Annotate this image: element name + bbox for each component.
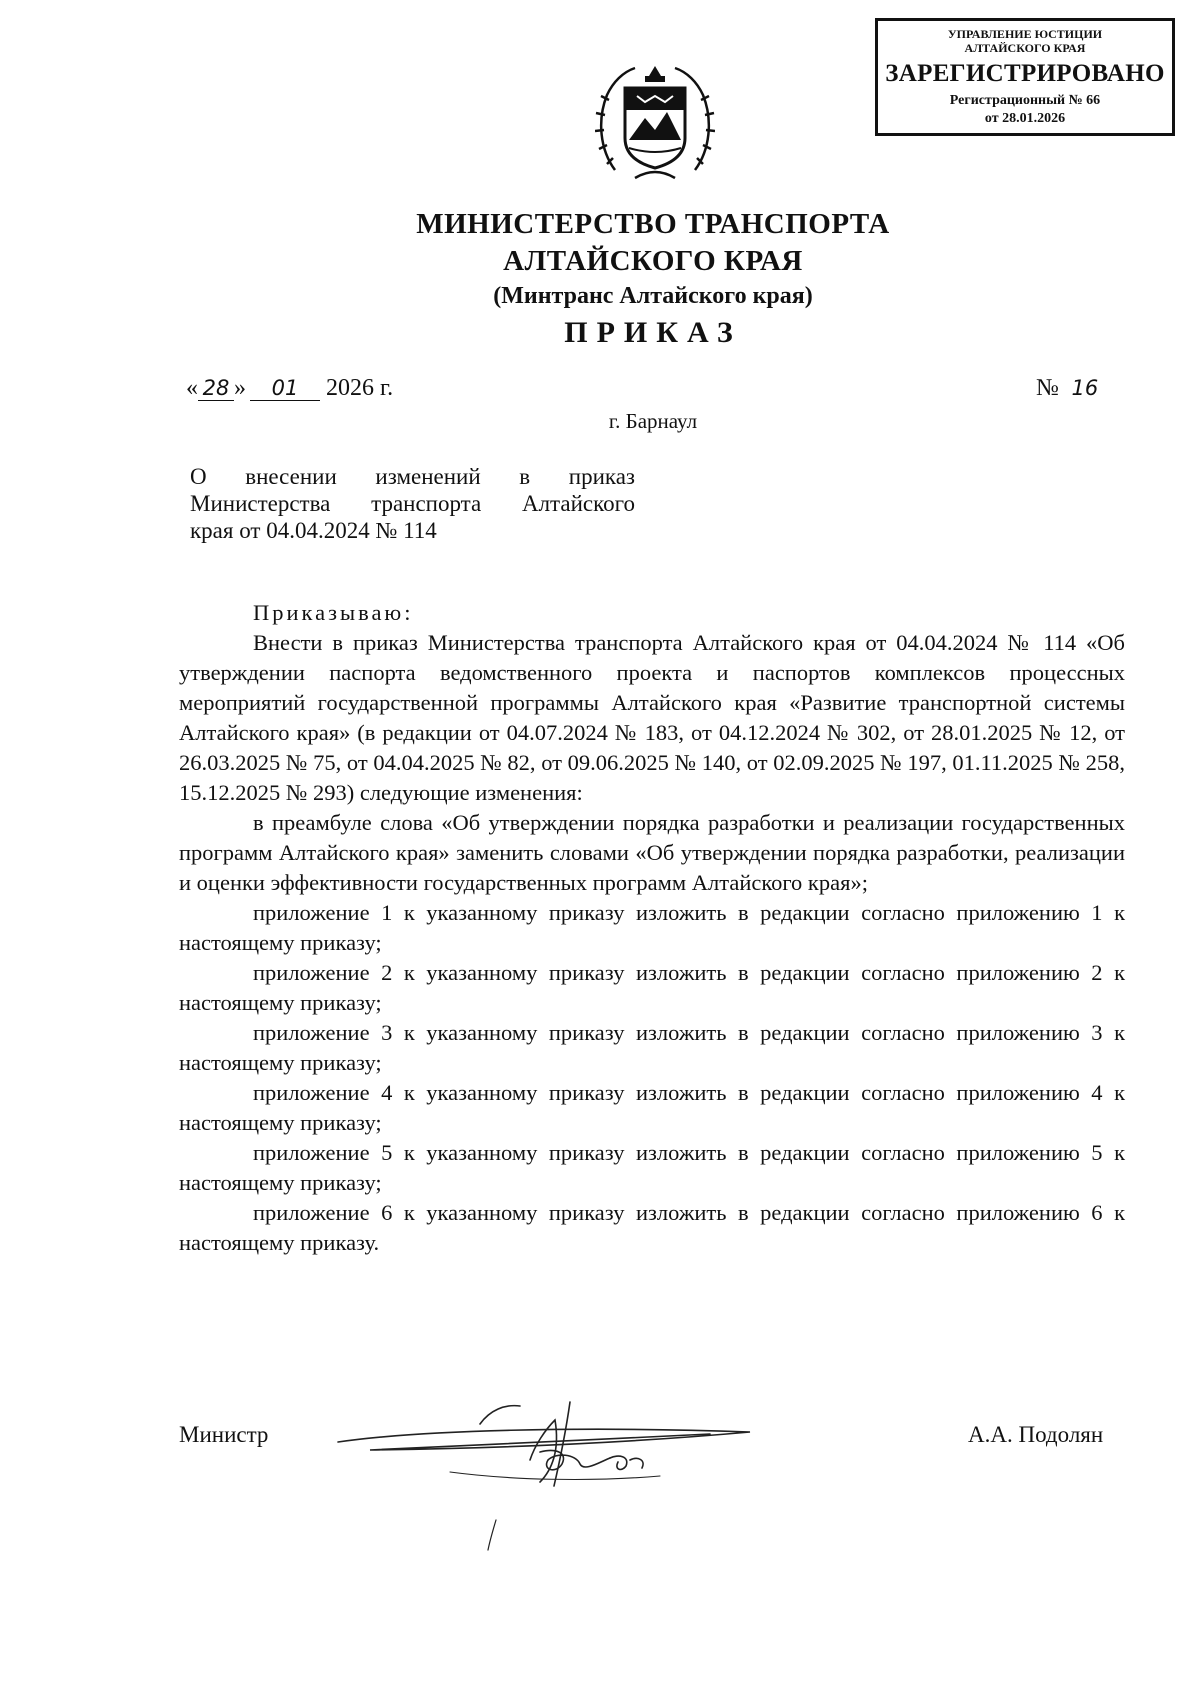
list-item: приложение 1 к указанному приказу изложить в редакции согласно приложению 1 к настоящему приказу; (179, 900, 1125, 955)
list-item: приложение 6 к указанному приказу изложить в редакции согласно приложению 6 к настоящему приказу. (179, 1200, 1125, 1255)
date-month: 01 (250, 376, 320, 401)
intro-paragraph: Внести в приказ Министерства транспорта Алтайского края от 04.04.2024 № 114 «Об утверждении паспорта ведомственного проекта и паспортов комплексов процессных мероприятий государственной программы Алтайского края «Развитие транспортной системы Алтайского края» (в редакции от 04.07.2024 № 183, от 04.12.2024 № 302, от 28.01.2025 № 12, от 26.03.2025 № 75, от 04.04.2025 № 82, от 09.06.2025 № 140, от 02.09.2025 № 197, 01.11.2025 № 258, 15.12.2025 № 293) следующие изменения: (179, 630, 1125, 805)
ministry-title-line2: АЛТАЙСКОГО КРАЯ (503, 245, 803, 277)
altai-krai-coat-of-arms-icon (595, 60, 715, 185)
stamp-reg-number: Регистрационный № 66 (949, 93, 1101, 108)
date-close-quote: » (234, 375, 246, 401)
subject-line: О внесении изменений в приказ (190, 464, 635, 489)
stamp-authority-line2: АЛТАЙСКОГО КРАЯ (964, 41, 1086, 55)
order-number (1036, 375, 1105, 402)
signer-position: Министр (179, 1422, 269, 1447)
order-date (186, 375, 393, 402)
city: г. Барнаул (608, 409, 698, 433)
stamp-authority-line1: УПРАВЛЕНИЕ ЮСТИЦИИ (947, 27, 1103, 41)
date-open-quote: « (186, 375, 198, 401)
preamble-paragraph: в преамбуле слова «Об утверждении порядка разработки и реализации государственных программ Алтайского края» заменить словами «Об утверждении порядка разработки, реализации и оценки эффективности государственных программ Алтайского края»; (179, 810, 1125, 895)
signer-name: А.А. Подолян (968, 1422, 1104, 1447)
list-item: приложение 5 к указанному приказу изложить в редакции согласно приложению 5 к настоящему приказу; (179, 1140, 1125, 1195)
document-type: ПРИКАЗ (564, 316, 742, 349)
list-item: приложение 3 к указанному приказу изложить в редакции согласно приложению 3 к настоящему приказу; (179, 1020, 1125, 1075)
registration-stamp (875, 18, 1175, 136)
list-item: приложение 4 к указанному приказу изложить в редакции согласно приложению 4 к настоящему приказу; (179, 1080, 1125, 1135)
date-year: 2026 г. (326, 375, 394, 401)
number-prefix: № (1036, 375, 1059, 401)
stamp-reg-date: от 28.01.2026 (984, 111, 1066, 126)
order-word: Приказываю: (253, 600, 414, 625)
list-item: приложение 2 к указанному приказу изложить в редакции согласно приложению 2 к настоящему приказу; (179, 960, 1125, 1015)
date-day: 28 (198, 376, 234, 401)
ministry-short-name: (Минтранс Алтайского края) (493, 283, 813, 309)
order-subject (190, 463, 635, 544)
number-value: 16 (1071, 376, 1099, 400)
ministry-title-line1: МИНИСТЕРСТВО ТРАНСПОРТА (416, 208, 890, 240)
handwritten-signature-icon (330, 1390, 770, 1570)
order-body (179, 598, 1125, 1258)
subject-line: края от 04.04.2024 № 114 (190, 518, 437, 543)
subject-line: Министерства транспорта Алтайского (190, 491, 635, 516)
stamp-status: ЗАРЕГИСТРИРОВАНО (885, 60, 1165, 87)
